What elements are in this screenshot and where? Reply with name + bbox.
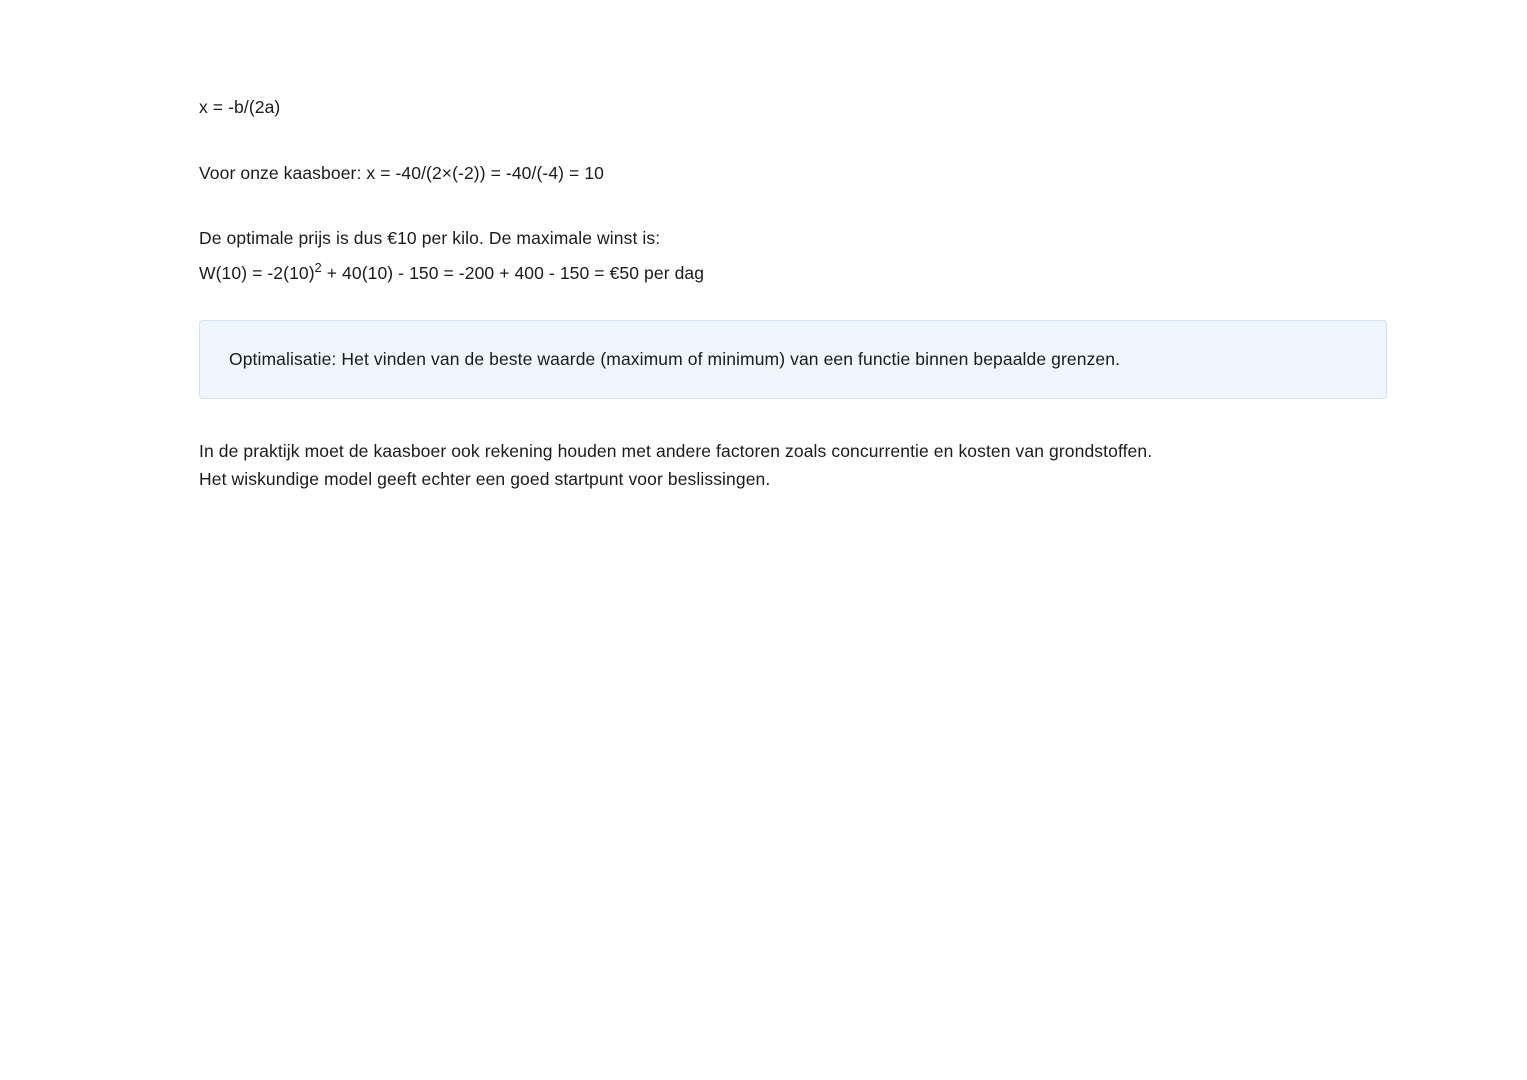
profit-formula-prefix: W(10) = -2(10) xyxy=(199,262,315,283)
vertex-formula-line: x = -b/(2a) xyxy=(199,97,281,117)
closing-line-2: Het wiskundige model geeft echter een goed startpunt voor beslissingen. xyxy=(199,469,771,490)
definition-description: Het vinden van de beste waarde (maximum of minimum) van een functie binnen bepaalde grenzen. xyxy=(336,348,1121,369)
definition-term: Optimalisatie: xyxy=(229,348,337,369)
substitution-line: Voor onze kaasboer: x = -40/(2×(-2)) = -40/(-4) = 10 xyxy=(199,162,604,183)
profit-formula-suffix: + 40(10) - 150 = -200 + 400 - 150 = €50 per dag xyxy=(321,262,705,283)
profit-formula-line xyxy=(199,262,1387,286)
definition-callout-text xyxy=(229,348,1356,372)
definition-callout xyxy=(199,320,1387,400)
closing-paragraph xyxy=(199,437,1387,494)
profit-formula-exponent: 2 xyxy=(314,261,322,276)
closing-line-1: In de praktijk moet de kaasboer ook rekening houden met andere factoren zoals concurrentie en kosten van grondstoffen. xyxy=(199,441,1153,462)
optimal-price-intro-line: De optimale prijs is dus €10 per kilo. De maximale winst is: xyxy=(199,228,661,249)
document-content xyxy=(199,96,1387,494)
